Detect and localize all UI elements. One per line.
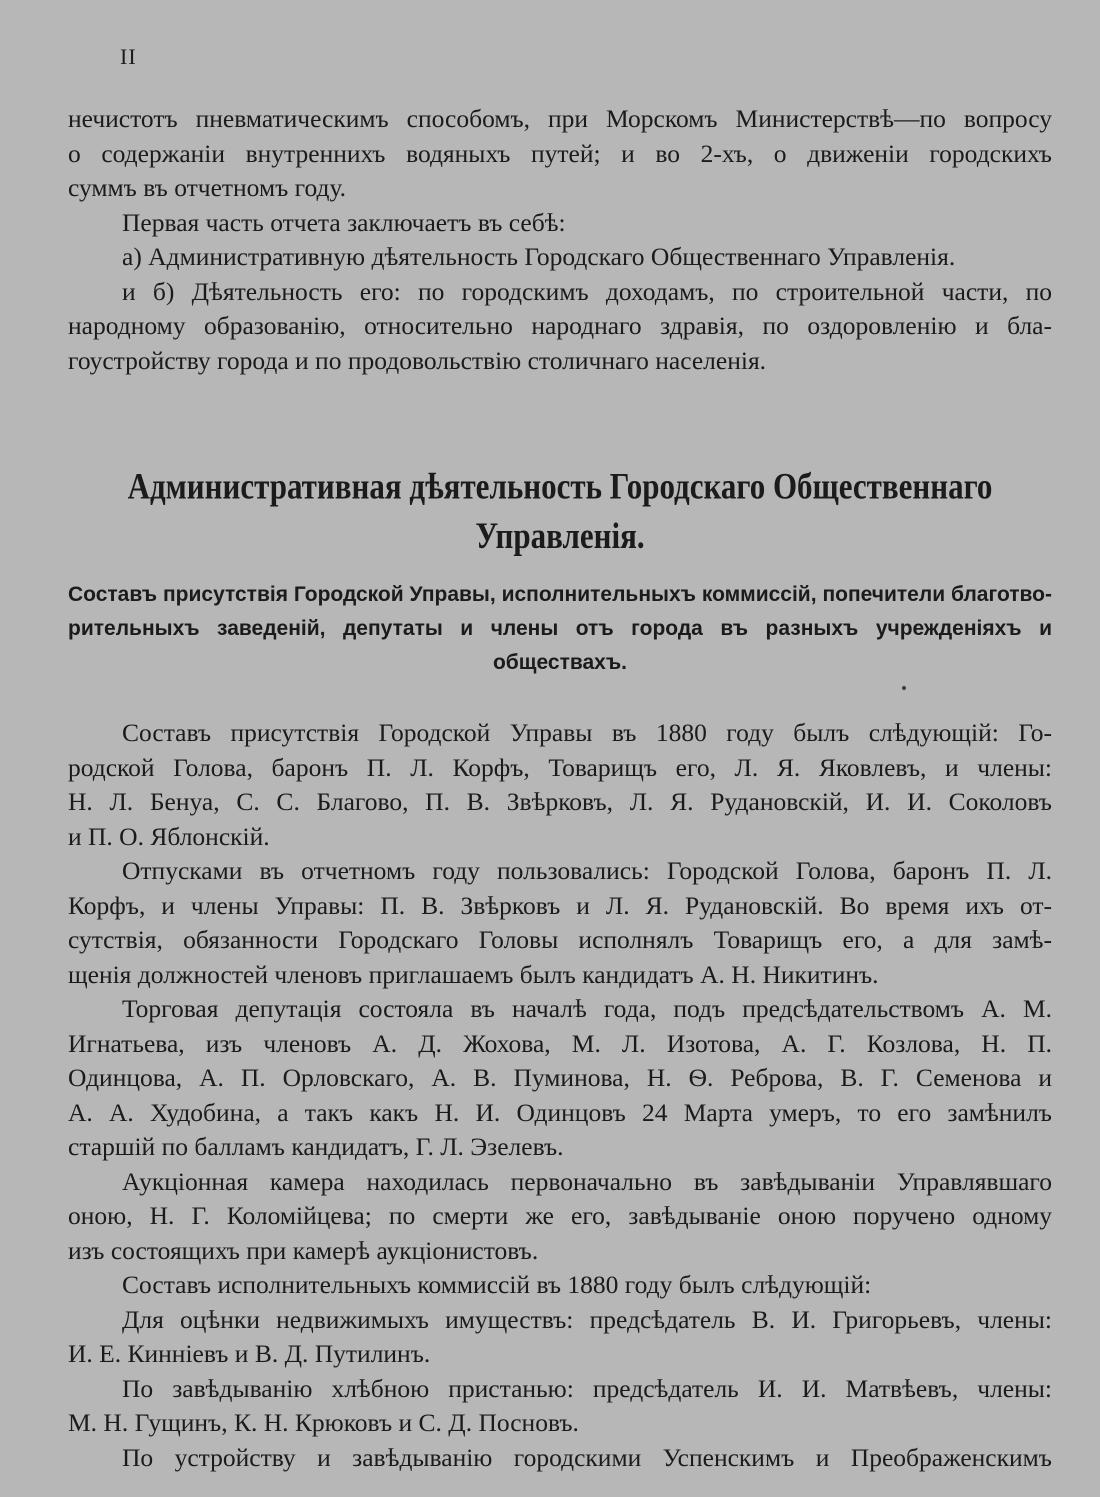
paragraph bbox=[68, 1441, 1052, 1476]
text-line: А. А. Худобина, а такъ какъ Н. И. Одинцовъ 24 Марта умеръ, то его замѣнилъ bbox=[68, 1097, 1052, 1127]
paragraph bbox=[68, 992, 1052, 1165]
section-title bbox=[68, 462, 1052, 561]
intro-text bbox=[68, 102, 1052, 378]
text-line: гоустройству города и по продовольствію столичнаго населенія. bbox=[68, 345, 767, 375]
text-line: щенія должностей членовъ приглашаемъ былъ кандидатъ А. Н. Никитинъ. bbox=[68, 959, 879, 989]
paragraph bbox=[68, 1268, 1052, 1303]
paragraph: Первая часть отчета заключаетъ въ себѣ: bbox=[122, 207, 566, 237]
text-line: М. Н. Гущинъ, К. Н. Крюковъ и С. Д. Посновъ. bbox=[68, 1408, 579, 1437]
section-title-line: Административная дѣятельность Городскаго Общественнаго bbox=[127, 465, 993, 507]
paragraph bbox=[68, 854, 1052, 992]
paragraph bbox=[68, 1372, 1052, 1441]
part-b-paragraph bbox=[68, 275, 1052, 379]
text-line: и б) Дѣятельность его: по городскимъ доходамъ, по строительной части, по bbox=[122, 276, 1052, 306]
text-line: Н. Л. Бенуа, С. С. Благово, П. В. Звѣрковъ, Л. Я. Рудановскій, И. И. Соколовъ bbox=[68, 787, 1052, 816]
subtitle-line: рительныхъ заведеній, депутаты и члены отъ города въ разныхъ учрежденіяхъ и bbox=[68, 617, 1052, 640]
text-line: По завѣдыванію хлѣбною пристанью: предсѣдатель И. И. Матвѣевъ, члены: bbox=[122, 1373, 1052, 1403]
text-line: оною, Н. Г. Коломійцева; по смерти же его, завѣдываніе оною поручено одному bbox=[68, 1201, 1052, 1230]
text-line: о содержаніи внутреннихъ водяныхъ путей; и во 2-хъ, о движеніи городскихъ bbox=[68, 138, 1052, 168]
text-line: Отпусками въ отчетномъ году пользовались: Городской Голова, баронъ П. Л. bbox=[122, 856, 1052, 885]
body-text bbox=[68, 716, 1052, 1475]
text-line: сутствія, обязанности Городскаго Головы исполнялъ Товарищъ его, а для замѣ- bbox=[68, 925, 1052, 954]
subtitle-line: Составъ присутствія Городской Управы, исполнительныхъ коммиссій, попечители благотво- bbox=[68, 583, 1052, 606]
text-line: родской Голова, баронъ П. Л. Корфъ, Товарищъ его, Л. Я. Яковлевъ, и члены: bbox=[68, 752, 1052, 782]
paragraph bbox=[68, 1165, 1052, 1269]
text-line: Составъ исполнительныхъ коммиссій въ 1880 году былъ слѣдующій: bbox=[122, 1270, 872, 1299]
text-line: и П. О. Яблонскій. bbox=[68, 821, 270, 851]
text-line: Аукціонная камера находилась первоначально въ завѣдываніи Управлявшаго bbox=[122, 1166, 1052, 1196]
text-line: Для оцѣнки недвижимыхъ имуществъ: предсѣдатель В. И. Григорьевъ, члены: bbox=[122, 1304, 1052, 1334]
text-line: старшій по балламъ кандидатъ, Г. Л. Эзелевъ. bbox=[68, 1132, 564, 1161]
text-line: Торговая депутація состояла въ началѣ года, подъ предсѣдательствомъ А. М. bbox=[122, 994, 1052, 1023]
page-number: II bbox=[120, 44, 137, 69]
text-line: нечистотъ пневматическимъ способомъ, при Морскомъ Министерствѣ—по вопросу bbox=[68, 104, 1052, 133]
text-line: Корфъ, и члены Управы: П. В. Звѣрковъ и Л. Я. Рудановскій. Во время ихъ от- bbox=[68, 890, 1052, 920]
section-subtitle bbox=[68, 578, 1052, 680]
text-line: изъ состоящихъ при камерѣ аукціонистовъ. bbox=[68, 1235, 539, 1265]
text-line: И. Е. Кинніевъ и В. Д. Путилинъ. bbox=[68, 1339, 431, 1368]
text-line: суммъ въ отчетномъ году. bbox=[68, 173, 347, 202]
section-title-line: Управленія. bbox=[475, 515, 645, 557]
subtitle-line: обществахъ. bbox=[492, 651, 628, 674]
text-line: народному образованію, относительно народнаго здравія, по оздоровленію и бла- bbox=[68, 311, 1052, 340]
ink-speck bbox=[902, 686, 906, 690]
text-line: Составъ присутствія Городской Управы въ 1880 году былъ слѣдующій: Го- bbox=[122, 718, 1052, 747]
text-line: Одинцова, А. П. Орловскаго, А. В. Пуминова, Н. Ѳ. Реброва, В. Г. Семенова и bbox=[68, 1063, 1052, 1092]
text-line: Игнатьева, изъ членовъ А. Д. Жохова, М. Л. Изотова, А. Г. Козлова, Н. П. bbox=[68, 1028, 1052, 1058]
paragraph bbox=[68, 716, 1052, 854]
text-line: По устройству и завѣдыванію городскими Успенскимъ и Преображенскимъ bbox=[122, 1442, 1052, 1472]
intro-paragraph bbox=[68, 102, 1052, 206]
paragraph bbox=[68, 1303, 1052, 1372]
paragraph: а) Административную дѣятельность Городскаго Общественнаго Управленія. bbox=[122, 242, 956, 271]
